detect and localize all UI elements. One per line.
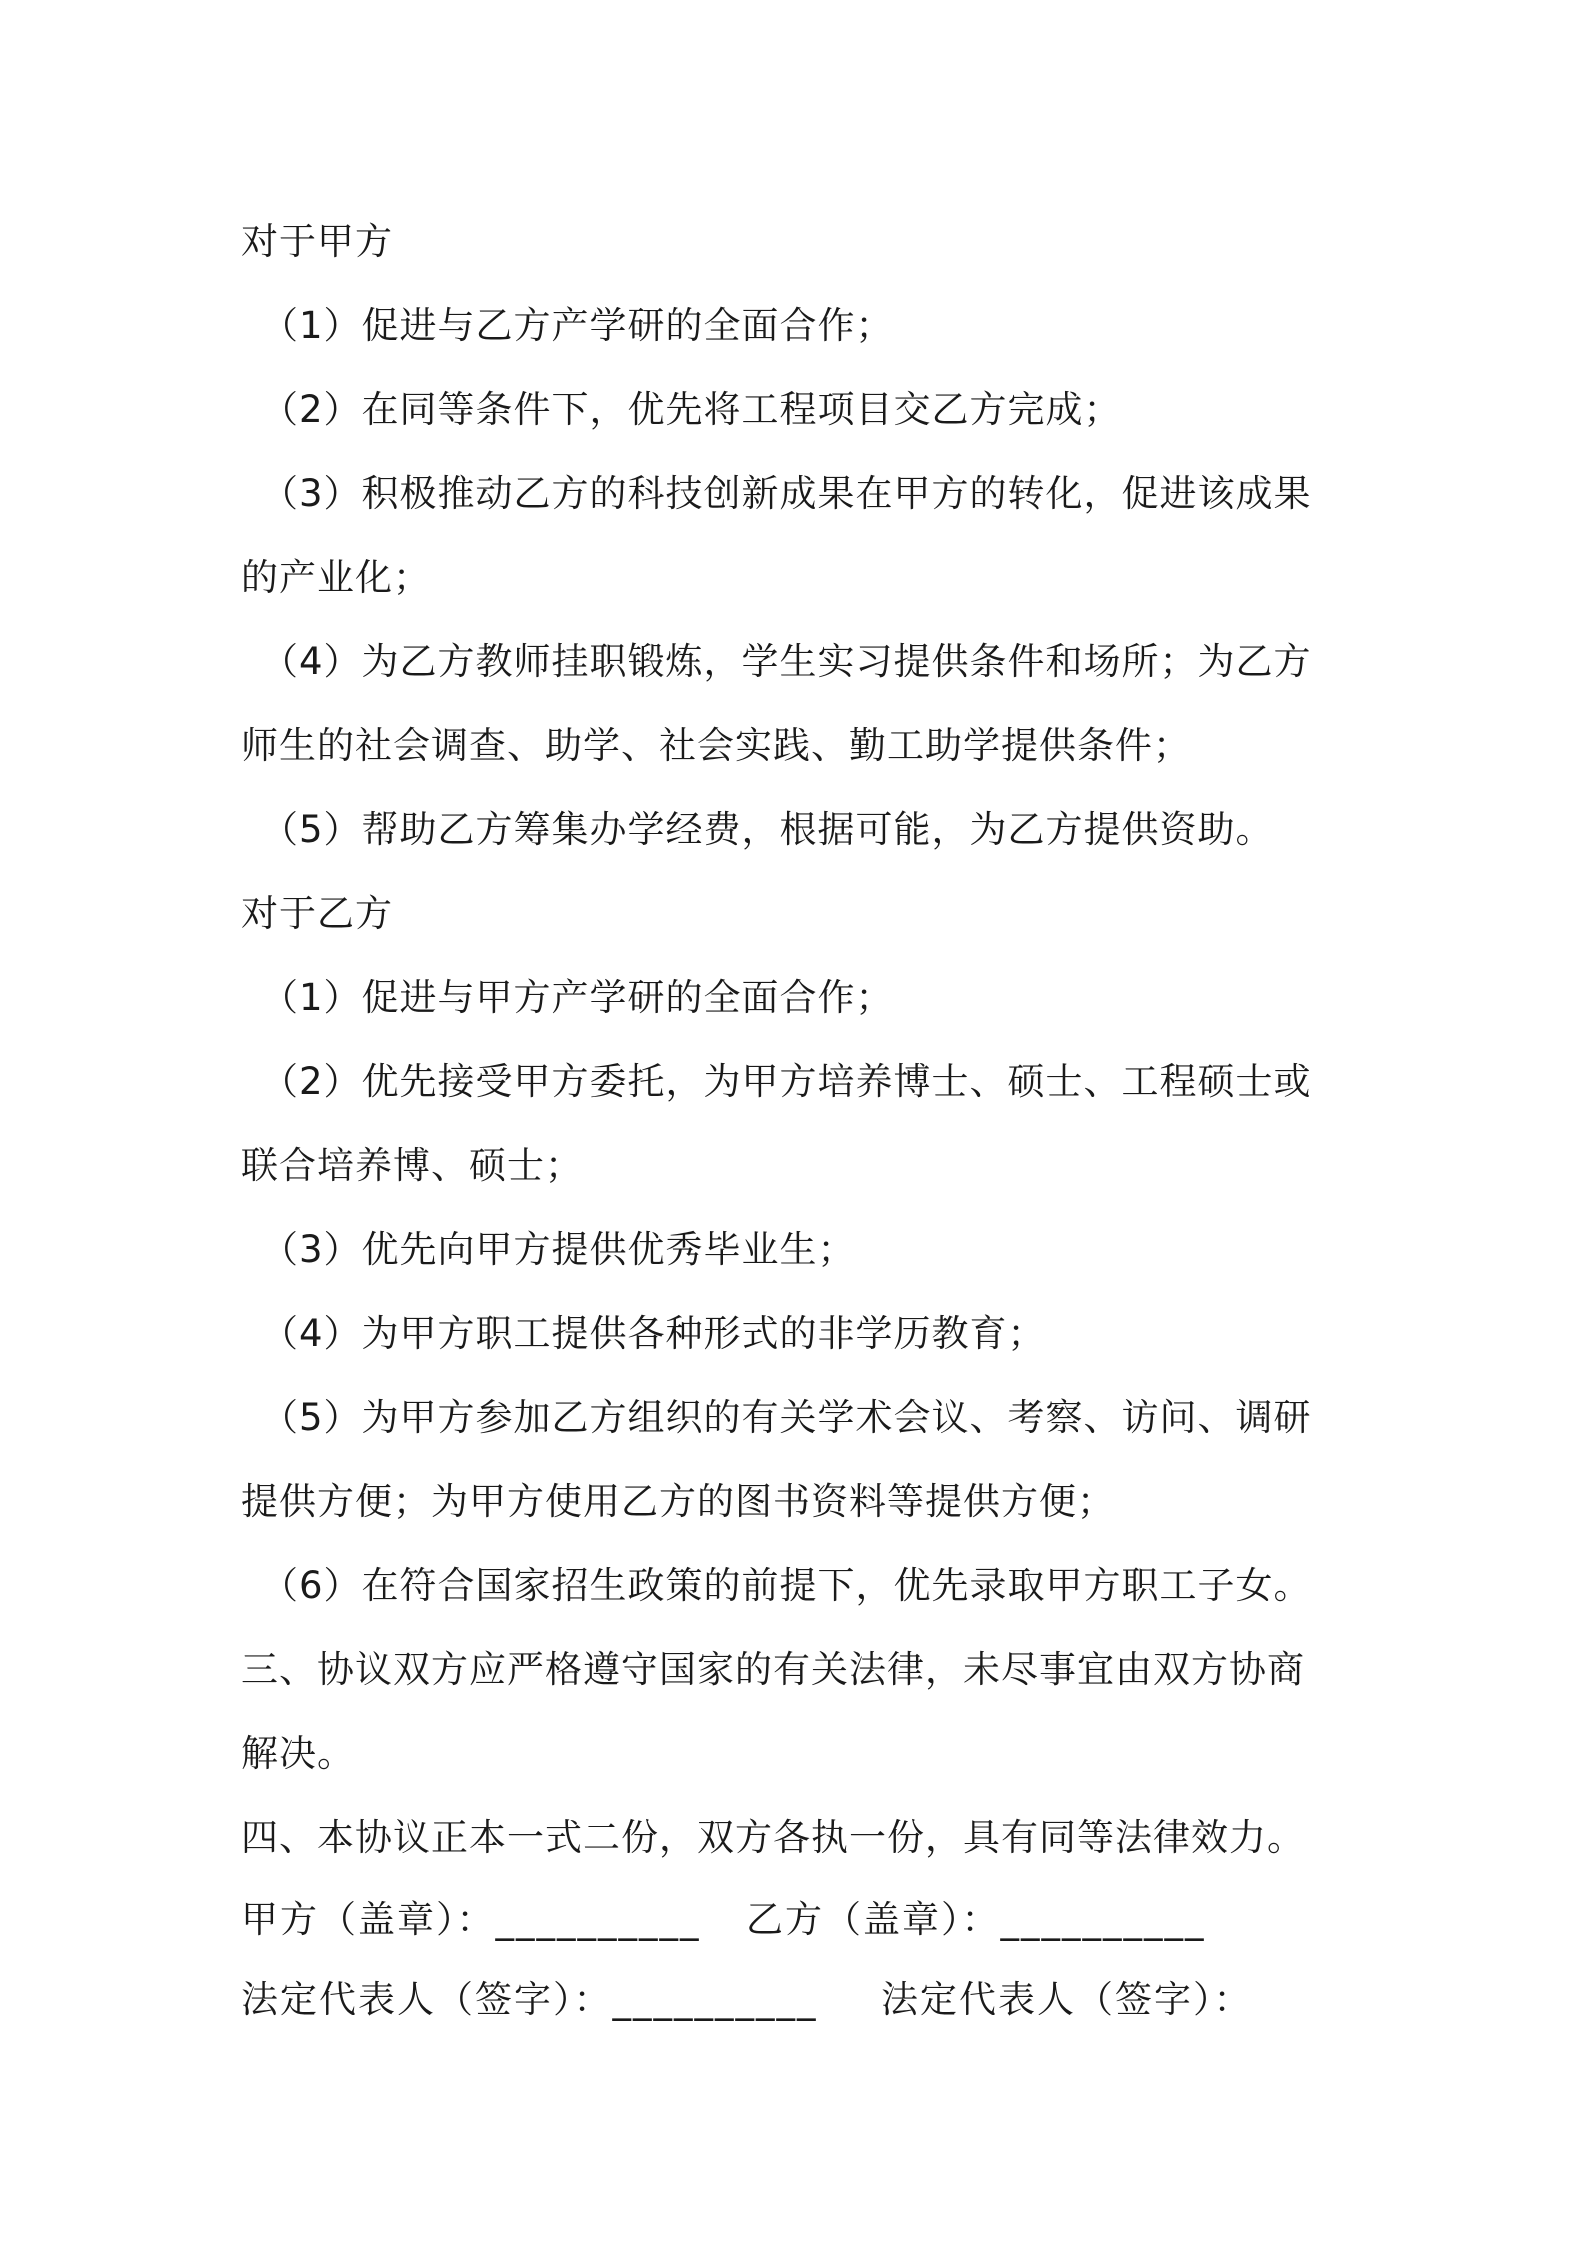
party-a-item-4-cont: 师生的社会调查、助学、社会实践、勤工助学提供条件； <box>241 724 1191 767</box>
party-a-seal-field: 甲方（盖章）：__________ <box>241 1898 701 1941</box>
party-a-item-3-cont: 的产业化； <box>241 556 431 599</box>
party-a-heading: 对于甲方 <box>241 220 393 263</box>
document-page <box>241 200 1361 2040</box>
party-b-item-6: （6）在符合国家招生政策的前提下，优先录取甲方职工子女。 <box>261 1564 1312 1607</box>
party-b-item-4: （4）为甲方职工提供各种形式的非学历教育； <box>261 1312 1046 1355</box>
representative-row <box>241 1960 1361 2040</box>
party-b-heading: 对于乙方 <box>241 892 393 935</box>
clause-3-cont: 解决。 <box>241 1732 355 1775</box>
party-a-item-5: （5）帮助乙方筹集办学经费，根据可能，为乙方提供资助。 <box>261 808 1274 851</box>
clause-4: 四、本协议正本一式二份，双方各执一份，具有同等法律效力。 <box>241 1816 1305 1859</box>
party-b-item-5-cont: 提供方便；为甲方使用乙方的图书资料等提供方便； <box>241 1480 1115 1523</box>
party-a-item-4: （4）为乙方教师挂职锻炼，学生实习提供条件和场所；为乙方 <box>261 640 1312 683</box>
party-b-item-1: （1）促进与甲方产学研的全面合作； <box>261 976 894 1019</box>
party-b-item-2-cont: 联合培养博、硕士； <box>241 1144 583 1187</box>
party-a-item-3: （3）积极推动乙方的科技创新成果在甲方的转化，促进该成果 <box>261 472 1312 515</box>
seal-row <box>241 1880 1361 1960</box>
party-b-item-5: （5）为甲方参加乙方组织的有关学术会议、考察、访问、调研 <box>261 1396 1312 1439</box>
party-b-item-3: （3）优先向甲方提供优秀毕业生； <box>261 1228 856 1271</box>
party-a-rep-field: 法定代表人（签字）：__________ <box>241 1978 818 2021</box>
party-a-item-1: （1）促进与乙方产学研的全面合作； <box>261 304 894 347</box>
party-a-item-2: （2）在同等条件下，优先将工程项目交乙方完成； <box>261 388 1122 431</box>
clause-3: 三、协议双方应严格遵守国家的有关法律，未尽事宜由双方协商 <box>241 1648 1305 1691</box>
party-b-item-2: （2）优先接受甲方委托，为甲方培养博士、硕士、工程硕士或 <box>261 1060 1312 1103</box>
party-b-seal-field: 乙方（盖章）：__________ <box>746 1898 1206 1941</box>
party-b-rep-field: 法定代表人（签字）： <box>881 1978 1253 2021</box>
